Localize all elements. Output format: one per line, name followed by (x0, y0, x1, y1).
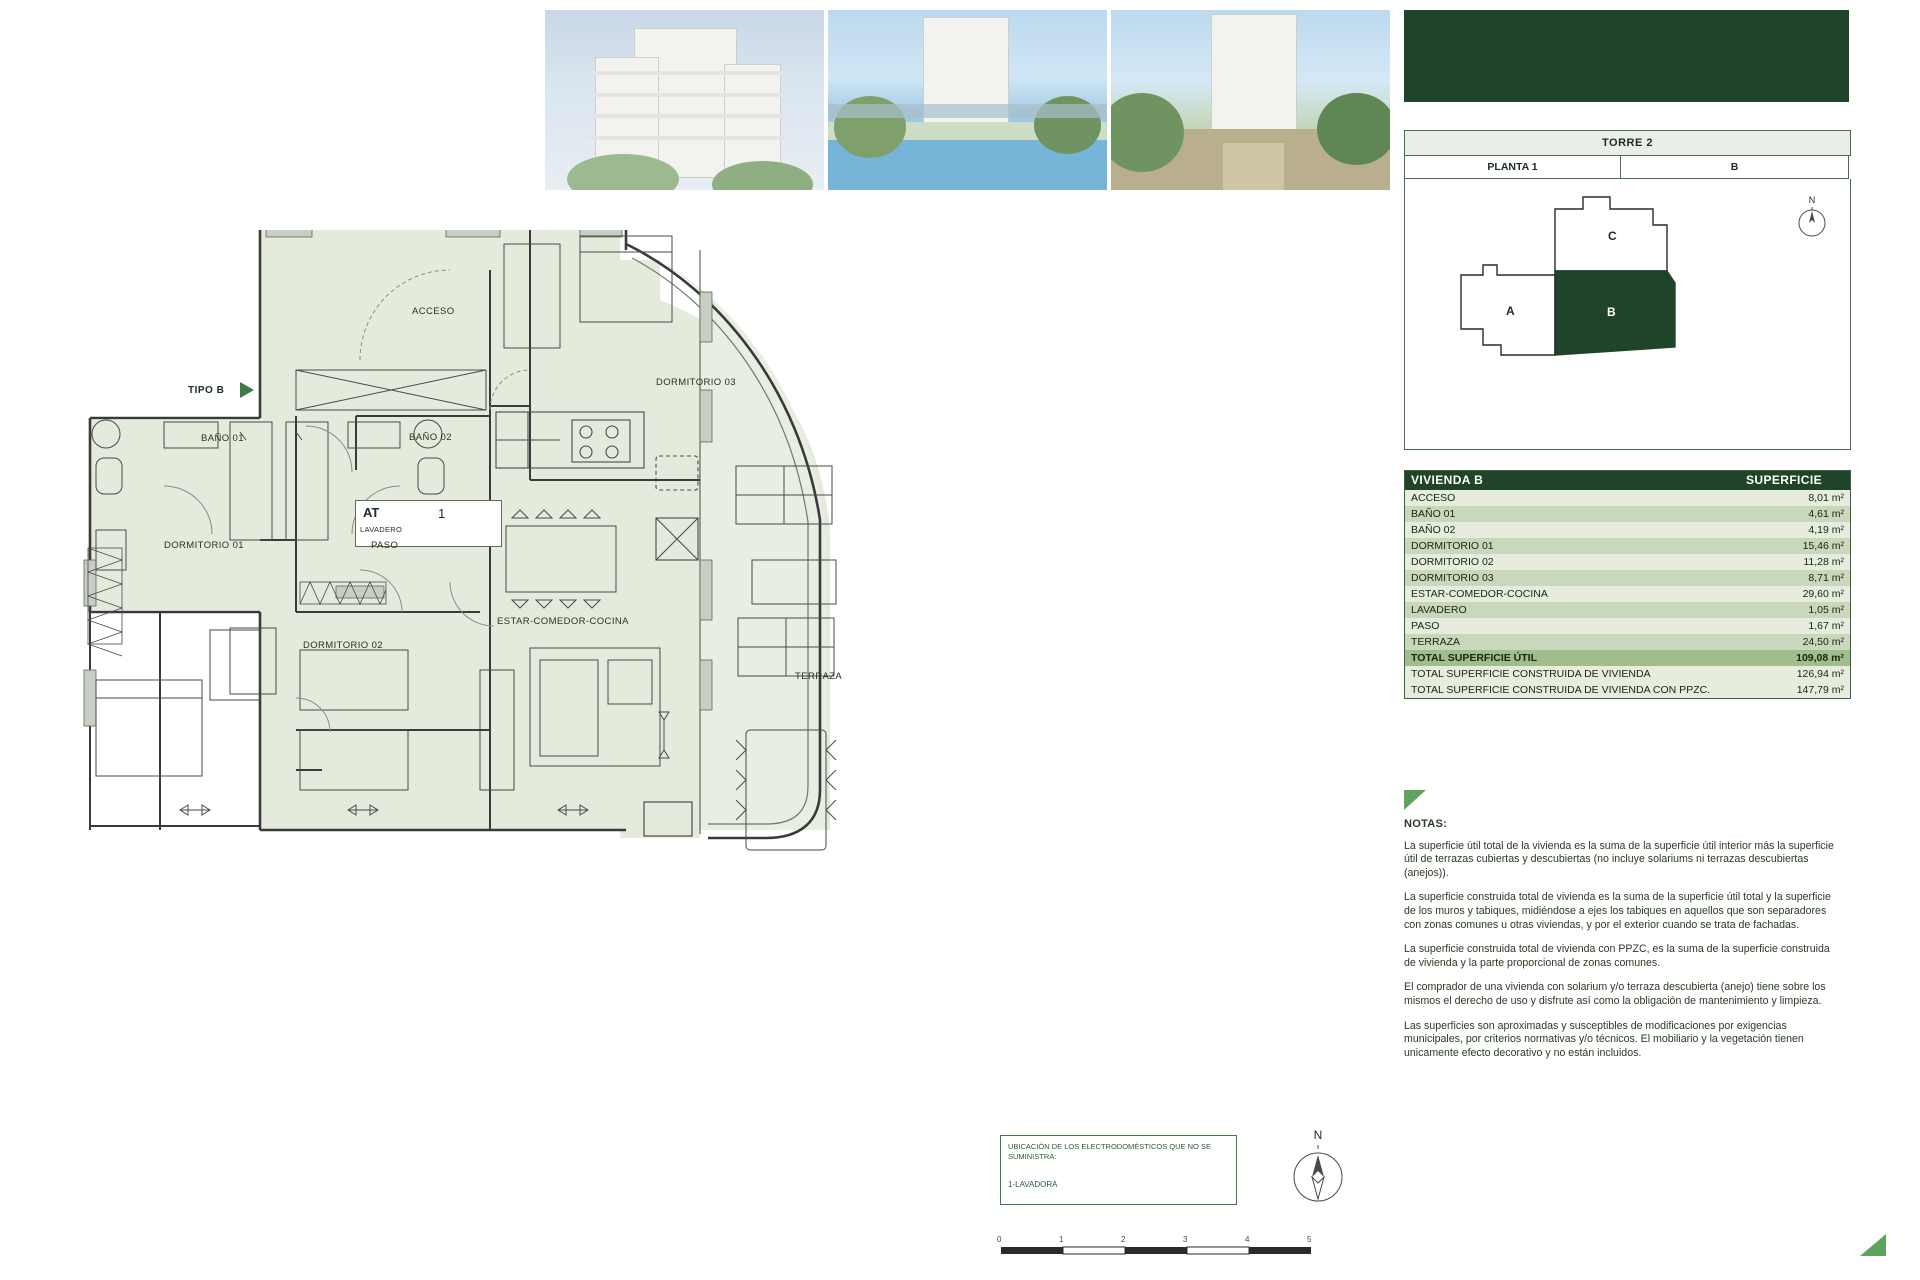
table-row (1405, 586, 1850, 602)
floor-plan (60, 230, 1190, 1030)
table-row (1405, 490, 1850, 506)
note-paragraph: Las superficies son aproximadas y susceptibles de modificaciones por exigencias municipales, por criterios normativas y/o técnicos. El mobiliario y la vegetación tienen unicamente efecto decorativo y no están incluidos. (1404, 1019, 1804, 1059)
room-area: 29,60 m² (1718, 586, 1850, 602)
room-name: BAÑO 02 (1405, 522, 1718, 538)
table-row (1405, 522, 1850, 538)
notes-block (1404, 818, 1834, 1071)
table-row (1405, 506, 1850, 522)
room-label-dormitorio-02: DORMITORIO 02 (303, 640, 383, 651)
photo-strip (545, 10, 1390, 190)
room-name: DORMITORIO 01 (1405, 538, 1718, 554)
svg-text:N: N (1808, 195, 1816, 205)
room-area: 11,28 m² (1718, 554, 1850, 570)
photo-garden-view (1111, 10, 1390, 190)
scale-tick: 4 (1245, 1235, 1250, 1244)
keyplan-unit-c: C (1608, 229, 1617, 243)
table-total-ppzc-row (1405, 682, 1850, 698)
table-title: VIVIENDA B (1405, 471, 1718, 490)
north-arrow-icon (1792, 193, 1832, 245)
total-built-value: 126,94 m² (1718, 666, 1850, 682)
svg-text:N: N (1313, 1128, 1323, 1142)
room-label-terraza: TERRAZA (795, 671, 843, 682)
header-banner (1404, 10, 1849, 102)
table-col-surface: SUPERFICIE (1718, 471, 1850, 490)
room-name: BAÑO 01 (1405, 506, 1718, 522)
header-row (1404, 155, 1849, 179)
room-name: DORMITORIO 02 (1405, 554, 1718, 570)
unit-label: B (1620, 155, 1849, 179)
room-area: 8,01 m² (1718, 490, 1850, 506)
keyplan-unit-a: A (1506, 304, 1515, 318)
total-util-label: TOTAL SUPERFICIE ÚTIL (1405, 650, 1718, 666)
room-name: DORMITORIO 03 (1405, 570, 1718, 586)
room-area: 1,67 m² (1718, 618, 1850, 634)
room-label-bano-01: BAÑO 01 (201, 433, 244, 444)
scale-tick: 5 (1307, 1235, 1312, 1244)
floor-label: PLANTA 1 (1404, 155, 1621, 179)
room-area: 24,50 m² (1718, 634, 1850, 650)
room-label-dormitorio-01: DORMITORIO 01 (164, 540, 244, 551)
total-ppzc-label: TOTAL SUPERFICIE CONSTRUIDA DE VIVIENDA CON PPZC. (1405, 682, 1718, 698)
table-row (1405, 618, 1850, 634)
keyplan-unit-b: B (1607, 305, 1616, 319)
room-name: ESTAR-COMEDOR-COCINA (1405, 586, 1718, 602)
notes-arrow-icon (1404, 790, 1426, 810)
compass-icon (1283, 1125, 1353, 1215)
room-label-dormitorio-03: DORMITORIO 03 (656, 377, 736, 388)
note-paragraph: La superficie construida total de vivienda con PPZC, es la suma de la superficie construida de vivienda y la parte proporcional de zonas comunes. (1404, 943, 1830, 969)
total-util-value: 109,08 m² (1718, 650, 1850, 666)
type-marker-arrow-icon (240, 382, 254, 398)
table-row (1405, 538, 1850, 554)
scale-tick: 3 (1183, 1235, 1188, 1244)
type-marker-label: TIPO B (188, 385, 225, 396)
appliance-legend (1000, 1135, 1237, 1205)
room-label-acceso: ACCESO (412, 306, 455, 317)
scale-tick: 2 (1121, 1235, 1126, 1244)
washer-number: 1 (438, 506, 446, 521)
room-name: TERRAZA (1405, 634, 1718, 650)
room-area: 4,61 m² (1718, 506, 1850, 522)
corner-arrow-icon (1860, 1234, 1886, 1256)
tower-title: TORRE 2 (1404, 130, 1851, 156)
table-header-row (1405, 471, 1850, 490)
room-area: 1,05 m² (1718, 602, 1850, 618)
table-row (1405, 602, 1850, 618)
table-row (1405, 634, 1850, 650)
washer-code: AT (363, 505, 380, 520)
note-paragraph: La superficie útil total de la vivienda es la suma de la superficie útil interior más la superficie útil de terrazas cubiertas y descubiertas (no incluye solariums ni terrazas descubiertas (anejos)). (1404, 839, 1834, 879)
room-name: ACCESO (1405, 490, 1718, 506)
room-name: LAVADERO (1405, 602, 1718, 618)
room-area: 8,71 m² (1718, 570, 1850, 586)
room-label-estar-comedor-cocina: ESTAR-COMEDOR-COCINA (497, 616, 629, 627)
photo-tower-exterior (545, 10, 824, 190)
room-label-bano-02: BAÑO 02 (409, 432, 452, 443)
table-row (1405, 570, 1850, 586)
surface-table (1404, 470, 1851, 699)
room-area: 4,19 m² (1718, 522, 1850, 538)
legend-text: UBICACIÓN DE LOS ELECTRODOMÉSTICOS QUE NO SE SUMINISTRA: (1008, 1142, 1211, 1161)
table-total-built-row (1405, 666, 1850, 682)
table-row (1405, 554, 1850, 570)
note-paragraph: El comprador de una vivienda con solarium y/o terraza descubierta (anejo) tiene sobre los mismos el derecho de uso y disfrute así como la obligación de mantenimiento y limpieza. (1404, 981, 1826, 1007)
legend-item: 1-LAVADORA (1008, 1180, 1058, 1189)
photo-pool-view (828, 10, 1107, 190)
room-label-paso: PASO (371, 540, 399, 551)
scale-bar (995, 1235, 1395, 1265)
total-built-label: TOTAL SUPERFICIE CONSTRUIDA DE VIVIENDA (1405, 666, 1718, 682)
table-total-util-row (1405, 650, 1850, 666)
room-area: 15,46 m² (1718, 538, 1850, 554)
scale-tick: 0 (997, 1235, 1002, 1244)
washer-label: LAVADERO (360, 525, 403, 534)
total-ppzc-value: 147,79 m² (1718, 682, 1850, 698)
notes-title: NOTAS: (1404, 818, 1448, 830)
key-plan (1404, 179, 1851, 450)
room-name: PASO (1405, 618, 1718, 634)
note-paragraph: La superficie construida total de vivienda es la suma de la superficie útil total y la superficie de los muros y tabiques, midiéndose a ejes los tabiques en aquellos que son separadores con zonas comunes u otras viviendas, y por el exterior cuando se trata de fachadas. (1404, 891, 1831, 931)
scale-tick: 1 (1059, 1235, 1064, 1244)
